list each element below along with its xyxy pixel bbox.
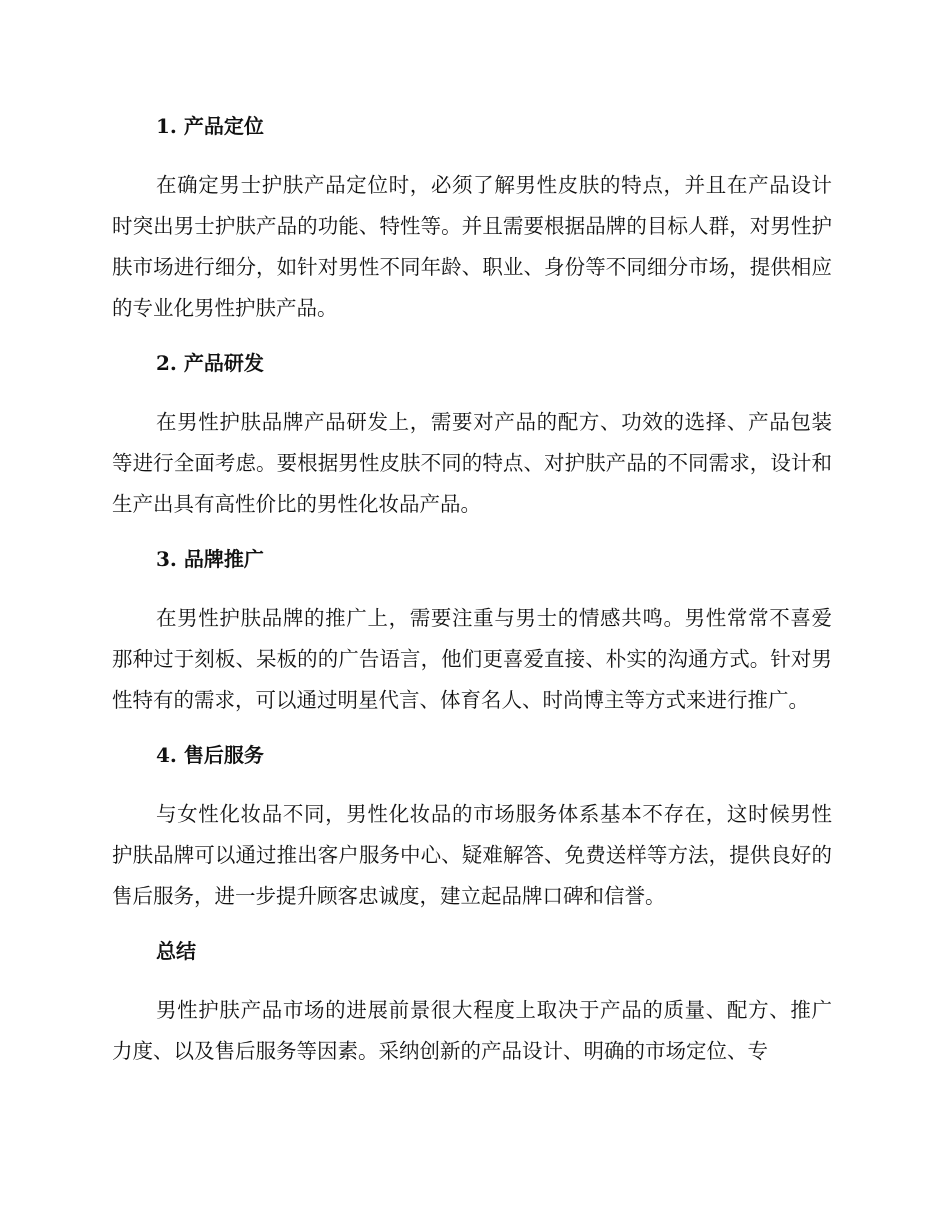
paragraph-summary: 男性护肤产品市场的进展前景很大程度上取决于产品的质量、配方、推广力度、以及售后服务等因素。采纳创新的产品设计、明确的市场定位、专 xyxy=(112,998,832,1063)
document-page xyxy=(112,110,832,1072)
paragraph-brand-promotion: 在男性护肤品牌的推广上，需要注重与男士的情感共鸣。男性常常不喜爱那种过于刻板、呆板的的广告语言，他们更喜爱直接、朴实的沟通方式。针对男性特有的需求，可以通过明星代言、体育名人、时尚博主等方式来进行推广。 xyxy=(112,606,832,712)
paragraph-product-positioning: 在确定男士护肤产品定位时，必须了解男性皮肤的特点，并且在产品设计时突出男士护肤产品的功能、特性等。并且需要根据品牌的目标人群，对男性护肤市场进行细分，如针对男性不同年龄、职业、身份等不同细分市场，提供相应的专业化男性护肤产品。 xyxy=(112,173,832,320)
section-heading-summary: 总结 xyxy=(156,939,196,963)
section-heading-brand-promotion: 3. 品牌推广 xyxy=(156,547,264,571)
paragraph-product-rd: 在男性护肤品牌产品研发上，需要对产品的配方、功效的选择、产品包装等进行全面考虑。要根据男性皮肤不同的特点、对护肤产品的不同需求，设计和生产出具有高性价比的男性化妆品产品。 xyxy=(112,410,832,516)
section-heading-product-rd: 2. 产品研发 xyxy=(156,351,264,375)
section-heading-after-sales: 4. 售后服务 xyxy=(156,743,264,767)
paragraph-after-sales: 与女性化妆品不同，男性化妆品的市场服务体系基本不存在，这时候男性护肤品牌可以通过推出客户服务中心、疑难解答、免费送样等方法，提供良好的售后服务，进一步提升顾客忠诚度，建立起品牌口碑和信誉。 xyxy=(112,802,832,908)
section-heading-product-positioning: 1. 产品定位 xyxy=(156,114,264,138)
